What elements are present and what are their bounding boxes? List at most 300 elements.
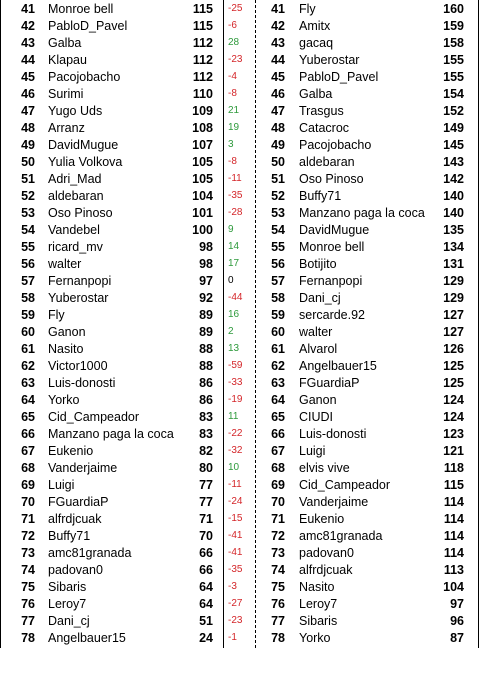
table-row	[1, 442, 479, 460]
table-row	[1, 204, 479, 222]
right-points: 121	[443, 444, 464, 458]
table-row	[1, 510, 479, 528]
right-player-name: Dani_cj	[299, 291, 341, 305]
position-change: -3	[228, 581, 237, 592]
right-rank: 54	[271, 223, 285, 237]
right-player-name: Luis-donosti	[299, 427, 367, 441]
position-change: -44	[228, 292, 243, 303]
left-rank: 46	[21, 87, 35, 101]
left-player-name: PabloD_Pavel	[48, 19, 128, 33]
position-change: -24	[228, 496, 243, 507]
right-points: 149	[443, 121, 464, 135]
left-points: 112	[192, 53, 213, 67]
table-row	[1, 476, 479, 494]
position-change: 11	[228, 411, 239, 422]
position-change: 19	[228, 122, 240, 133]
left-player-name: Sibaris	[48, 580, 87, 594]
right-player-name: Amitx	[299, 19, 331, 33]
left-points: 86	[199, 376, 213, 390]
left-rank: 43	[21, 36, 35, 50]
table-row	[1, 68, 479, 86]
table-row	[1, 85, 479, 103]
right-rank: 49	[271, 138, 285, 152]
position-change: -33	[228, 377, 243, 388]
right-player-name: amc81granada	[299, 529, 383, 543]
left-player-name: Cid_Campeador	[48, 410, 140, 424]
left-rank: 60	[21, 325, 35, 339]
right-points: 114	[443, 546, 464, 560]
table-row	[1, 595, 479, 613]
table-row	[1, 17, 479, 35]
right-points: 123	[443, 427, 464, 441]
left-points: 66	[199, 563, 213, 577]
left-points: 112	[192, 70, 213, 84]
position-change: -8	[228, 88, 237, 99]
left-player-name: Victor1000	[48, 359, 108, 373]
left-rank: 61	[21, 342, 35, 356]
table-row	[1, 255, 479, 273]
right-points: 114	[443, 495, 464, 509]
left-rank: 78	[21, 631, 35, 645]
right-points: 159	[443, 19, 464, 33]
right-player-name: Fly	[299, 2, 316, 16]
position-change: 21	[228, 105, 240, 116]
left-player-name: Angelbauer15	[48, 631, 126, 645]
right-rank: 72	[271, 529, 285, 543]
position-change: 13	[228, 343, 240, 354]
left-rank: 77	[21, 614, 35, 628]
right-rank: 52	[271, 189, 285, 203]
right-player-name: PabloD_Pavel	[299, 70, 379, 84]
table-row	[1, 408, 479, 426]
left-player-name: Vandebel	[48, 223, 100, 237]
left-player-name: Vanderjaime	[48, 461, 118, 475]
table-row	[1, 221, 479, 239]
left-points: 107	[192, 138, 213, 152]
right-player-name: FGuardiaP	[299, 376, 360, 390]
right-player-name: Catacroc	[299, 121, 350, 135]
right-rank: 75	[271, 580, 285, 594]
table-row	[1, 425, 479, 443]
left-points: 70	[199, 529, 213, 543]
left-rank: 41	[21, 2, 35, 16]
position-change: 16	[228, 309, 240, 320]
right-player-name: Nasito	[299, 580, 335, 594]
right-rank: 42	[271, 19, 285, 33]
left-rank: 59	[21, 308, 35, 322]
position-change: -19	[228, 394, 243, 405]
left-points: 89	[199, 308, 213, 322]
left-rank: 67	[21, 444, 35, 458]
left-points: 77	[199, 478, 213, 492]
left-player-name: Yuberostar	[48, 291, 109, 305]
right-points: 155	[443, 70, 464, 84]
right-player-name: Fernanpopi	[299, 274, 363, 288]
left-player-name: Ganon	[48, 325, 86, 339]
left-points: 100	[192, 223, 213, 237]
left-points: 97	[199, 274, 213, 288]
left-rank: 72	[21, 529, 35, 543]
right-rank: 70	[271, 495, 285, 509]
right-rank: 73	[271, 546, 285, 560]
right-player-name: Pacojobacho	[299, 138, 372, 152]
table-row	[1, 119, 479, 137]
position-change: -11	[228, 173, 242, 184]
left-rank: 63	[21, 376, 35, 390]
right-player-name: Yuberostar	[299, 53, 360, 67]
right-rank: 76	[271, 597, 285, 611]
left-rank: 45	[21, 70, 35, 84]
right-rank: 63	[271, 376, 285, 390]
right-points: 160	[443, 2, 464, 16]
table-row	[1, 153, 479, 171]
right-points: 125	[443, 376, 464, 390]
left-rank: 49	[21, 138, 35, 152]
right-points: 115	[443, 478, 464, 492]
left-rank: 44	[21, 53, 35, 67]
left-rank: 54	[21, 223, 35, 237]
left-points: 66	[199, 546, 213, 560]
left-player-name: Oso Pinoso	[48, 206, 113, 220]
table-row	[1, 289, 479, 307]
left-points: 98	[199, 257, 213, 271]
left-player-name: padovan0	[48, 563, 103, 577]
position-change: -1	[228, 632, 237, 643]
left-rank: 57	[21, 274, 35, 288]
position-change: 14	[228, 241, 240, 252]
right-player-name: Leroy7	[299, 597, 338, 611]
left-rank: 75	[21, 580, 35, 594]
left-player-name: Dani_cj	[48, 614, 90, 628]
left-points: 115	[192, 2, 213, 16]
right-rank: 43	[271, 36, 285, 50]
left-player-name: ricard_mv	[48, 240, 103, 254]
right-player-name: CIUDI	[299, 410, 334, 424]
left-rank: 70	[21, 495, 35, 509]
table-row	[1, 459, 479, 477]
right-player-name: Manzano paga la coca	[299, 206, 425, 220]
right-rank: 56	[271, 257, 285, 271]
left-player-name: Yugo Uds	[48, 104, 103, 118]
right-points: 114	[443, 529, 464, 543]
table-row	[1, 357, 479, 375]
left-player-name: Yorko	[48, 393, 80, 407]
right-rank: 68	[271, 461, 285, 475]
left-player-name: Surimi	[48, 87, 84, 101]
table-row	[1, 34, 479, 52]
right-points: 129	[443, 274, 464, 288]
table-row	[1, 578, 479, 596]
right-rank: 69	[271, 478, 285, 492]
left-player-name: Manzano paga la coca	[48, 427, 174, 441]
left-player-name: Galba	[48, 36, 82, 50]
right-player-name: Galba	[299, 87, 333, 101]
right-points: 114	[443, 512, 464, 526]
right-rank: 50	[271, 155, 285, 169]
right-points: 131	[443, 257, 464, 271]
right-player-name: Oso Pinoso	[299, 172, 364, 186]
table-row	[1, 340, 479, 358]
left-player-name: Yulia Volkova	[48, 155, 123, 169]
right-rank: 64	[271, 393, 285, 407]
right-rank: 58	[271, 291, 285, 305]
table-row	[1, 323, 479, 341]
left-rank: 58	[21, 291, 35, 305]
left-points: 88	[199, 359, 213, 373]
position-change: 0	[228, 275, 234, 286]
left-rank: 74	[21, 563, 35, 577]
right-rank: 78	[271, 631, 285, 645]
left-player-name: Eukenio	[48, 444, 94, 458]
left-rank: 76	[21, 597, 35, 611]
right-player-name: aldebaran	[299, 155, 355, 169]
right-player-name: alfrdjcuak	[299, 563, 353, 577]
table-row	[1, 51, 479, 69]
right-rank: 47	[271, 104, 285, 118]
right-rank: 44	[271, 53, 285, 67]
left-points: 82	[199, 444, 213, 458]
left-points: 51	[199, 614, 213, 628]
left-rank: 66	[21, 427, 35, 441]
position-change: -32	[228, 445, 243, 456]
right-rank: 66	[271, 427, 285, 441]
left-points: 98	[199, 240, 213, 254]
right-points: 143	[443, 155, 464, 169]
table-row	[1, 612, 479, 630]
left-points: 105	[192, 155, 213, 169]
right-rank: 67	[271, 444, 285, 458]
right-player-name: Eukenio	[299, 512, 345, 526]
right-player-name: Sibaris	[299, 614, 338, 628]
left-player-name: Luigi	[48, 478, 75, 492]
right-rank: 55	[271, 240, 285, 254]
left-points: 83	[199, 410, 213, 424]
right-points: 158	[443, 36, 464, 50]
right-points: 134	[443, 240, 464, 254]
right-points: 127	[443, 325, 464, 339]
table-row	[1, 170, 479, 188]
position-change: -11	[228, 479, 242, 490]
left-points: 105	[192, 172, 213, 186]
right-player-name: Botijito	[299, 257, 337, 271]
position-change: -41	[228, 547, 243, 558]
position-change: -6	[228, 20, 237, 31]
left-player-name: Fernanpopi	[48, 274, 112, 288]
position-change: -8	[228, 156, 237, 167]
right-player-name: padovan0	[299, 546, 354, 560]
left-points: 108	[192, 121, 213, 135]
left-player-name: Buffy71	[48, 529, 91, 543]
left-player-name: aldebaran	[48, 189, 104, 203]
left-points: 109	[192, 104, 213, 118]
right-player-name: Angelbauer15	[299, 359, 377, 373]
position-change: -22	[228, 428, 243, 439]
right-player-name: DavidMugue	[299, 223, 370, 237]
right-rank: 53	[271, 206, 285, 220]
left-player-name: Nasito	[48, 342, 84, 356]
left-rank: 68	[21, 461, 35, 475]
left-player-name: Monroe bell	[48, 2, 114, 16]
position-change: -25	[228, 3, 243, 14]
right-player-name: Monroe bell	[299, 240, 365, 254]
left-points: 71	[199, 512, 213, 526]
table-row	[1, 306, 479, 324]
left-player-name: FGuardiaP	[48, 495, 109, 509]
table-row	[1, 136, 479, 154]
left-player-name: DavidMugue	[48, 138, 119, 152]
position-change: -23	[228, 54, 243, 65]
position-change: 17	[228, 258, 240, 269]
right-rank: 65	[271, 410, 285, 424]
table-row	[1, 374, 479, 392]
left-rank: 55	[21, 240, 35, 254]
right-points: 104	[443, 580, 464, 594]
table-row	[1, 272, 479, 290]
left-player-name: Arranz	[48, 121, 85, 135]
right-player-name: Ganon	[299, 393, 337, 407]
left-player-name: alfrdjcuak	[48, 512, 102, 526]
right-points: 118	[443, 461, 464, 475]
position-change: 9	[228, 224, 234, 235]
right-rank: 62	[271, 359, 285, 373]
right-rank: 46	[271, 87, 285, 101]
right-rank: 61	[271, 342, 285, 356]
left-rank: 62	[21, 359, 35, 373]
left-rank: 47	[21, 104, 35, 118]
left-points: 104	[192, 189, 213, 203]
right-points: 96	[450, 614, 464, 628]
left-player-name: Pacojobacho	[48, 70, 121, 84]
right-points: 126	[443, 342, 464, 356]
right-rank: 45	[271, 70, 285, 84]
position-change: -4	[228, 71, 237, 82]
position-change: 2	[228, 326, 234, 337]
right-points: 152	[443, 104, 464, 118]
left-player-name: Fly	[48, 308, 65, 322]
right-points: 87	[450, 631, 464, 645]
left-player-name: amc81granada	[48, 546, 132, 560]
right-player-name: Vanderjaime	[299, 495, 369, 509]
right-rank: 57	[271, 274, 285, 288]
right-points: 97	[450, 597, 464, 611]
right-rank: 60	[271, 325, 285, 339]
position-change: -35	[228, 564, 243, 575]
position-change: -59	[228, 360, 243, 371]
left-points: 83	[199, 427, 213, 441]
right-points: 142	[443, 172, 464, 186]
left-rank: 42	[21, 19, 35, 33]
right-points: 113	[443, 563, 464, 577]
position-change: -28	[228, 207, 243, 218]
left-rank: 48	[21, 121, 35, 135]
left-points: 101	[192, 206, 213, 220]
left-rank: 52	[21, 189, 35, 203]
left-rank: 53	[21, 206, 35, 220]
right-rank: 74	[271, 563, 285, 577]
table-row	[1, 391, 479, 409]
table-row	[1, 629, 479, 647]
left-points: 110	[192, 87, 213, 101]
right-points: 155	[443, 53, 464, 67]
left-points: 64	[199, 597, 213, 611]
right-rank: 71	[271, 512, 285, 526]
table-row	[1, 0, 479, 18]
left-points: 64	[199, 580, 213, 594]
left-player-name: Klapau	[48, 53, 87, 67]
right-rank: 48	[271, 121, 285, 135]
table-row	[1, 102, 479, 120]
right-player-name: Yorko	[299, 631, 331, 645]
right-player-name: walter	[299, 325, 333, 339]
left-points: 115	[192, 19, 213, 33]
position-change: 3	[228, 139, 234, 150]
position-change: -27	[228, 598, 243, 609]
right-player-name: Buffy71	[299, 189, 342, 203]
right-points: 145	[443, 138, 464, 152]
left-rank: 65	[21, 410, 35, 424]
table-row	[1, 493, 479, 511]
position-change: 10	[228, 462, 240, 473]
right-player-name: gacaq	[299, 36, 334, 50]
left-points: 89	[199, 325, 213, 339]
right-points: 124	[443, 393, 464, 407]
right-points: 140	[443, 206, 464, 220]
right-player-name: Trasgus	[299, 104, 344, 118]
table-row	[1, 544, 479, 562]
position-change: 28	[228, 37, 240, 48]
right-points: 127	[443, 308, 464, 322]
right-rank: 77	[271, 614, 285, 628]
left-points: 88	[199, 342, 213, 356]
position-change: -35	[228, 190, 243, 201]
left-rank: 56	[21, 257, 35, 271]
table-row	[1, 238, 479, 256]
right-rank: 41	[271, 2, 285, 16]
right-player-name: sercarde.92	[299, 308, 366, 322]
right-player-name: Luigi	[299, 444, 326, 458]
right-points: 124	[443, 410, 464, 424]
left-player-name: Adri_Mad	[48, 172, 102, 186]
left-rank: 51	[21, 172, 35, 186]
right-rank: 51	[271, 172, 285, 186]
left-points: 112	[192, 36, 213, 50]
left-player-name: Leroy7	[48, 597, 87, 611]
right-points: 125	[443, 359, 464, 373]
left-rank: 50	[21, 155, 35, 169]
right-points: 154	[443, 87, 464, 101]
left-rank: 69	[21, 478, 35, 492]
right-player-name: Cid_Campeador	[299, 478, 391, 492]
left-points: 80	[199, 461, 213, 475]
left-player-name: Luis-donosti	[48, 376, 116, 390]
position-change: -41	[228, 530, 243, 541]
table-row	[1, 561, 479, 579]
left-points: 24	[199, 631, 213, 645]
left-points: 86	[199, 393, 213, 407]
left-points: 92	[199, 291, 213, 305]
position-change: -15	[228, 513, 243, 524]
left-rank: 73	[21, 546, 35, 560]
right-points: 129	[443, 291, 464, 305]
table-row	[1, 187, 479, 205]
left-rank: 64	[21, 393, 35, 407]
right-rank: 59	[271, 308, 285, 322]
left-rank: 71	[21, 512, 35, 526]
right-points: 140	[443, 189, 464, 203]
right-player-name: elvis vive	[299, 461, 350, 475]
position-change: -23	[228, 615, 243, 626]
left-player-name: walter	[48, 257, 82, 271]
